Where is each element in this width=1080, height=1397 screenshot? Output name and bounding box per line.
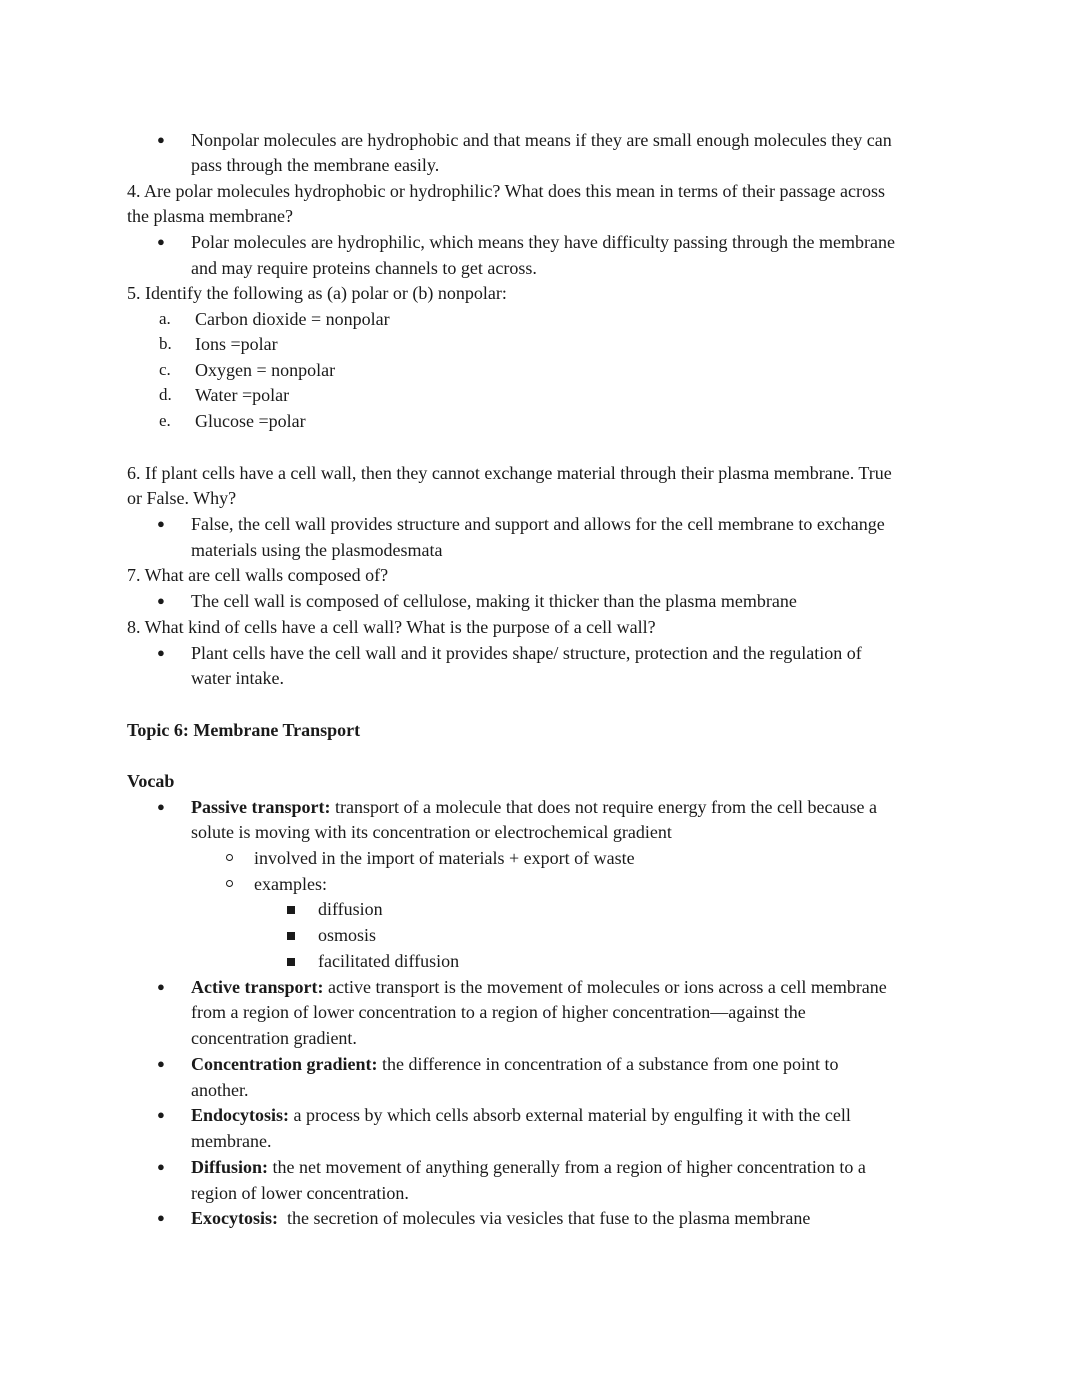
active-transport-term: Active transport: xyxy=(191,977,324,997)
passive-sub-import: involved in the import of materials + export of waste xyxy=(254,848,635,868)
q6-question-line2: or False. Why? xyxy=(127,488,237,508)
passive-transport-def-line2: solute is moving with its concentration or electrochemical gradient xyxy=(191,822,672,842)
vocab-heading: Vocab xyxy=(127,771,175,791)
example-osmosis: osmosis xyxy=(318,925,377,945)
bullet: ● xyxy=(157,234,165,249)
passive-transport-term: Passive transport: xyxy=(191,797,331,817)
active-transport-def-line2: from a region of lower concentration to a region of higher concentration—against the xyxy=(191,1002,806,1022)
exocytosis-def: the secretion of molecules via vesicles that fuse to the plasma membrane xyxy=(278,1208,811,1228)
endocytosis-term: Endocytosis: xyxy=(191,1105,290,1125)
q7-answer: The cell wall is composed of cellulose, making it thicker than the plasma membrane xyxy=(191,591,797,611)
q4-answer-line2: and may require proteins channels to get across. xyxy=(191,258,537,278)
endocytosis-def-line2: membrane. xyxy=(191,1131,272,1151)
q5-letter-b: b. xyxy=(159,334,172,353)
passive-transport-def-line1 xyxy=(191,794,877,820)
bullet: ● xyxy=(157,1159,165,1174)
concentration-gradient-term: Concentration gradient: xyxy=(191,1054,378,1074)
q4-question-line2: the plasma membrane? xyxy=(127,206,293,226)
exocytosis-def-line1 xyxy=(191,1205,810,1231)
square-bullet xyxy=(287,958,295,966)
active-transport-def-line3: concentration gradient. xyxy=(191,1028,357,1048)
q6-answer-line1: False, the cell wall provides structure and support and allows for the cell membrane to exchange xyxy=(191,514,885,534)
q7-question: 7. What are cell walls composed of? xyxy=(127,565,389,585)
hollow-bullet xyxy=(226,880,233,887)
q3-answer-line1: Nonpolar molecules are hydrophobic and that means if they are small enough molecules they can xyxy=(191,130,892,150)
bullet: ● xyxy=(157,799,165,814)
diffusion-term: Diffusion: xyxy=(191,1157,269,1177)
bullet: ● xyxy=(157,979,165,994)
bullet: ● xyxy=(157,645,165,660)
bullet: ● xyxy=(157,132,165,147)
q5-letter-e: e. xyxy=(159,411,171,430)
q5-item-c: Oxygen = nonpolar xyxy=(195,360,336,380)
example-facilitated-diffusion: facilitated diffusion xyxy=(318,951,460,971)
diffusion-def: the net movement of anything generally from a region of higher concentration to a xyxy=(268,1157,866,1177)
active-transport-def-line1 xyxy=(191,974,887,1000)
endocytosis-def-line1 xyxy=(191,1102,851,1128)
q5-question: 5. Identify the following as (a) polar or (b) nonpolar: xyxy=(127,283,507,303)
endocytosis-def: a process by which cells absorb external material by engulfing it with the cell xyxy=(289,1105,851,1125)
passive-sub-examples: examples: xyxy=(254,874,327,894)
q5-item-e: Glucose =polar xyxy=(195,411,306,431)
q6-answer-line2: materials using the plasmodesmata xyxy=(191,540,443,560)
hollow-bullet xyxy=(226,854,233,861)
q5-item-b: Ions =polar xyxy=(195,334,278,354)
concentration-gradient-def: the difference in concentration of a substance from one point to xyxy=(377,1054,839,1074)
passive-transport-def: transport of a molecule that does not require energy from the cell because a xyxy=(330,797,877,817)
bullet: ● xyxy=(157,593,165,608)
q3-answer-line2: pass through the membrane easily. xyxy=(191,155,440,175)
q8-answer-line1: Plant cells have the cell wall and it provides shape/ structure, protection and the regulation of xyxy=(191,643,862,663)
concentration-gradient-def-line2: another. xyxy=(191,1080,249,1100)
bullet: ● xyxy=(157,1107,165,1122)
q5-item-a: Carbon dioxide = nonpolar xyxy=(195,309,390,329)
q5-item-d: Water =polar xyxy=(195,385,290,405)
topic-heading: Topic 6: Membrane Transport xyxy=(127,720,361,740)
q4-answer-line1: Polar molecules are hydrophilic, which means they have difficulty passing through the membrane xyxy=(191,232,895,252)
square-bullet xyxy=(287,932,295,940)
q6-question-line1: 6. If plant cells have a cell wall, then they cannot exchange material through their plasma membrane. True xyxy=(127,463,892,483)
bullet: ● xyxy=(157,1210,165,1225)
concentration-gradient-def-line1 xyxy=(191,1051,839,1077)
q5-letter-c: c. xyxy=(159,360,171,379)
example-diffusion: diffusion xyxy=(318,899,383,919)
q8-answer-line2: water intake. xyxy=(191,668,284,688)
q5-letter-a: a. xyxy=(159,309,171,328)
q5-letter-d: d. xyxy=(159,385,172,404)
diffusion-def-line1 xyxy=(191,1154,866,1180)
q4-question-line1: 4. Are polar molecules hydrophobic or hydrophilic? What does this mean in terms of their passage across xyxy=(127,181,885,201)
bullet: ● xyxy=(157,516,165,531)
diffusion-def-line2: region of lower concentration. xyxy=(191,1183,409,1203)
q8-question: 8. What kind of cells have a cell wall? What is the purpose of a cell wall? xyxy=(127,617,656,637)
square-bullet xyxy=(287,906,295,914)
bullet: ● xyxy=(157,1056,165,1071)
active-transport-def: active transport is the movement of molecules or ions across a cell membrane xyxy=(323,977,887,997)
exocytosis-term: Exocytosis: xyxy=(191,1208,278,1228)
